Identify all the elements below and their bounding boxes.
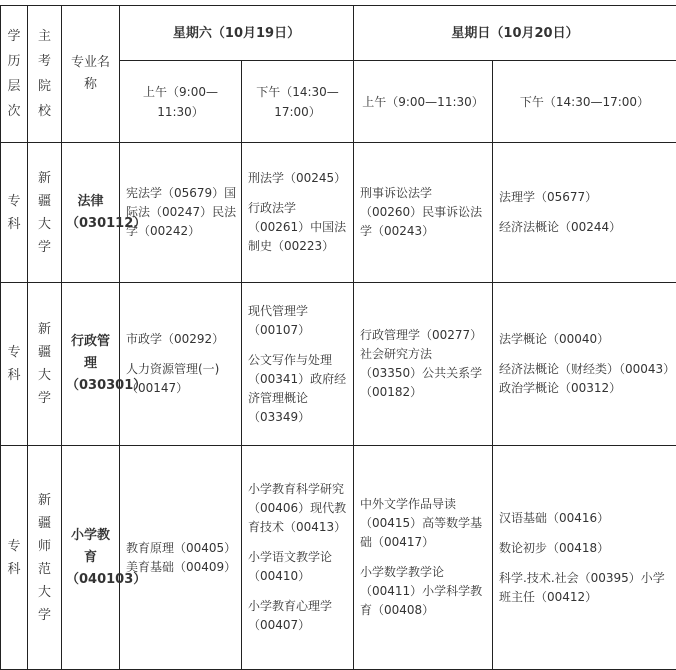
header-pm2: [493, 61, 676, 143]
course-entry: 小学教育科学研究（00406）现代教育技术（00413）: [248, 482, 347, 534]
row-am1: [120, 143, 242, 283]
row-major: [62, 446, 147, 670]
header-pm2-label: 下午（14:30—17:00）: [519, 94, 650, 109]
course-entry: 行政管理学（00277）社会研究方法（03350）公共关系学（00182）: [360, 328, 483, 399]
row-am1: [120, 446, 242, 670]
course-entry: 公文写作与处理（00341）政府经济管理概论（03349）: [248, 352, 347, 424]
header-row-days: [1, 6, 676, 61]
header-am2: [354, 61, 493, 143]
course-entry: 经济法概论（财经类）（00043）政治学概论（00312）: [499, 362, 670, 395]
course-entry: 法理学（05677）: [499, 190, 598, 204]
header-am1: [120, 61, 242, 143]
header-day2-label: 星期日（10月20日）: [451, 25, 579, 41]
row-school: [28, 446, 62, 670]
course-entry: 刑法学（00245）: [248, 171, 347, 185]
header-level-label: 学历层次: [7, 29, 21, 119]
row-school-text: 新疆大学: [37, 170, 51, 255]
row-pm2: [493, 446, 676, 670]
header-major-label: 专业名称: [70, 55, 110, 92]
course-entry: 现代管理学（00107）: [248, 303, 311, 337]
course-entry: 人力资源管理(一)（00147）: [126, 362, 220, 395]
row-pm2: [493, 283, 676, 446]
row-pm2: [493, 143, 676, 283]
course-entry: 经济法概论（00244）: [499, 220, 622, 234]
header-major: [62, 6, 120, 143]
course-entry: 市政学（00292）: [126, 332, 225, 346]
header-pm1-label: 下午（14:30—17:00）: [256, 84, 339, 119]
row-level-text: 专科: [7, 193, 21, 232]
header-day1-label: 星期六（10月19日）: [172, 25, 301, 41]
row-school-text: 新疆师范大学: [37, 492, 51, 623]
row-level: [1, 446, 28, 670]
exam-schedule-table: [0, 5, 676, 670]
course-entry: 宪法学（05679）国际法（00247）民法学（00242）: [126, 186, 237, 238]
course-entry: 小学语文教学论（00410）: [248, 550, 333, 583]
table-row: [1, 283, 676, 446]
course-entry: 小学教育心理学（00407）: [248, 599, 333, 632]
course-entry: 数论初步（00418）: [499, 540, 610, 555]
header-am1-label: 上午（9:00—11:30）: [143, 84, 218, 119]
row-major-text: 法律（030112）: [66, 193, 147, 231]
row-school: [28, 283, 62, 446]
table-row: [1, 143, 676, 283]
row-major: [62, 143, 147, 283]
row-level: [1, 143, 28, 283]
course-entry: 中外文学作品导读（00415）高等数学基础（00417）: [360, 497, 483, 549]
header-school-label: 主考院校: [37, 29, 51, 119]
header-school: [28, 6, 62, 143]
row-am1: [120, 283, 242, 446]
course-entry: 教育原理（00405）美育基础（00409）: [126, 540, 237, 574]
row-pm1: [242, 283, 354, 446]
row-school-text: 新疆大学: [37, 322, 51, 406]
row-major-text: 小学教育（040103）: [66, 527, 147, 587]
course-entry: 法学概论（00040）: [499, 332, 610, 346]
course-entry: 小学数学教学论（00411）小学科学教育（00408）: [360, 565, 483, 617]
row-level-text: 专科: [7, 538, 21, 577]
row-level: [1, 283, 28, 446]
row-am2: [354, 143, 493, 283]
row-pm1: [242, 446, 354, 670]
row-major: [62, 283, 147, 446]
header-am2-label: 上午（9:00—11:30）: [362, 94, 484, 109]
row-am2: [354, 283, 493, 446]
header-level: [1, 6, 28, 143]
course-entry: 刑事诉讼法学（00260）民事诉讼法学（00243）: [360, 186, 483, 238]
header-day1: [120, 6, 354, 61]
row-am2: [354, 446, 493, 670]
row-school: [28, 143, 62, 283]
course-entry: 汉语基础（00416）: [499, 510, 610, 525]
header-pm1: [242, 61, 354, 143]
header-day2: [354, 6, 676, 61]
course-entry: 行政法学（00261）中国法制史（00223）: [248, 201, 347, 253]
row-pm1: [242, 143, 354, 283]
row-level-text: 专科: [7, 345, 21, 383]
course-entry: 科学.技术.社会（00395）小学班主任（00412）: [499, 570, 665, 604]
row-major-text: 行政管理（030301）: [66, 334, 147, 393]
table-row: [1, 446, 676, 670]
